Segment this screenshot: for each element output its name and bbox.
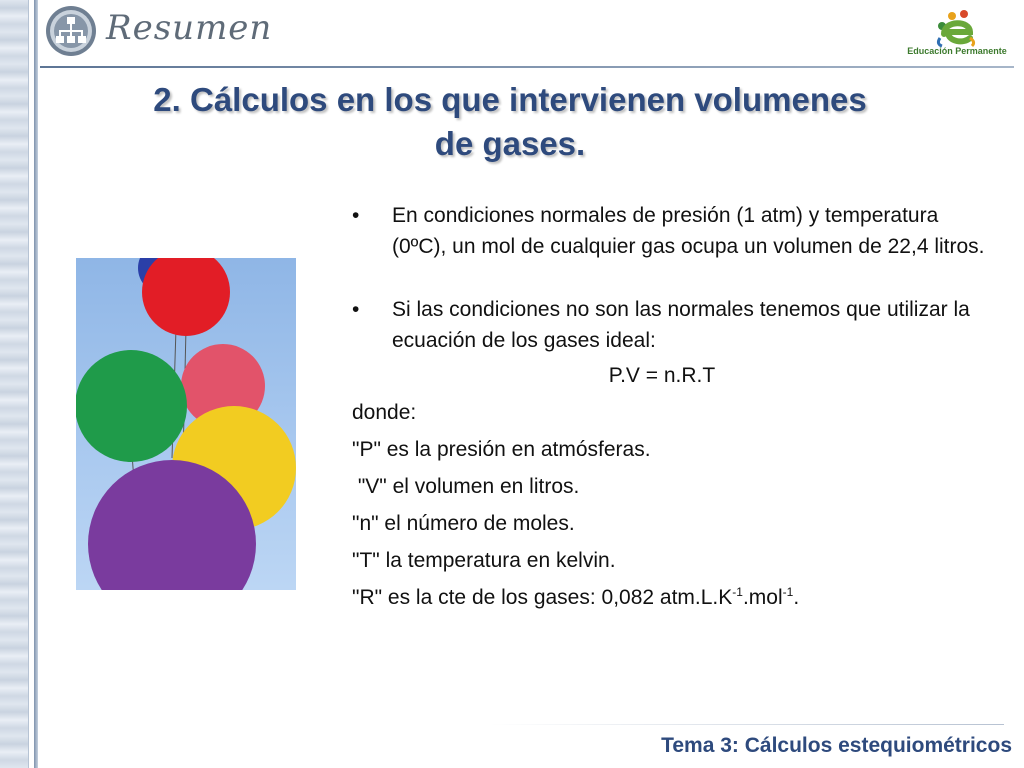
r-definition-end: .	[793, 586, 800, 609]
r-exponent-1: -1	[732, 585, 743, 599]
footer-divider	[490, 724, 1004, 725]
p-definition: "P" es la presión en atmósferas.	[352, 438, 651, 461]
ep-logo-text: Educación Permanente	[907, 46, 1007, 56]
bullet-dot: •	[352, 204, 360, 227]
v-definition: "V" el volumen en litros.	[352, 475, 580, 498]
r-definition-text: "R" es la cte de los gases: 0,082 atm.L.K	[352, 586, 733, 609]
content-text	[352, 200, 992, 613]
bullet-text-2: Si las condiciones no son las normales tenemos que utilizar la ecuación de los gases ideal:	[392, 298, 970, 352]
bullet-item-ideal-gas	[352, 294, 992, 356]
donde-label: donde:	[352, 401, 417, 424]
left-decorative-border	[0, 0, 29, 768]
balloons-photo	[76, 258, 296, 590]
footer-topic: Tema 3: Cálculos estequiométricos	[661, 734, 1012, 757]
bullet-item-normal-conditions	[352, 200, 992, 262]
network-icon	[44, 4, 98, 58]
bullet-text-1: En condiciones normales de presión (1 atm) y temperatura (0ºC), un mol de cualquier gas ocupa un volumen de 22,4 litros.	[392, 204, 985, 258]
educacion-permanente-logo	[900, 4, 1010, 66]
t-definition: "T" la temperatura en kelvin.	[352, 549, 616, 572]
balloons-illustration	[76, 258, 296, 590]
title-line-1: 2. Cálculos en los que intervienen volumenes	[153, 81, 867, 118]
slide-title	[60, 78, 960, 166]
title-line-2: de gases.	[434, 125, 586, 162]
r-definition	[352, 582, 992, 613]
bullet-dot: •	[352, 298, 360, 321]
section-heading-resumen: Resumen	[106, 8, 273, 48]
ideal-gas-formula: P.V = n.R.T	[608, 364, 716, 387]
header-divider	[40, 66, 1014, 68]
r-exponent-2: -1	[782, 585, 794, 599]
n-definition: "n" el número de moles.	[352, 512, 575, 535]
r-definition-mol: .mol	[742, 586, 783, 609]
left-vertical-rule	[34, 0, 38, 768]
